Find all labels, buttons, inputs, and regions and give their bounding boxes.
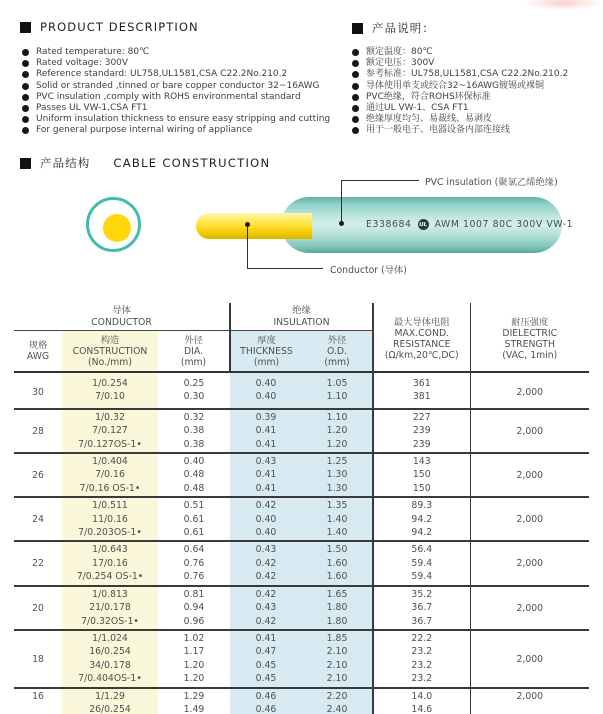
- conductor-callout-dot: [245, 222, 250, 227]
- resistance-cell: 56.4: [373, 541, 470, 556]
- thickness-cell: 0.43: [230, 541, 302, 556]
- list-item-text: For general purpose internal wiring of appliance: [36, 125, 253, 136]
- construction-cell: 7/0.127: [62, 424, 158, 437]
- bullet-icon: [352, 60, 359, 67]
- group-header-conductor: [14, 303, 230, 331]
- column-header-od: 外径 O.D. (mm): [302, 331, 373, 373]
- construction-cell: 7/0.10: [62, 390, 158, 408]
- bullet-icon: [22, 60, 29, 67]
- dia-cell: 1.29: [183, 690, 205, 702]
- group-header-insulation-zh: 绝缘: [292, 305, 311, 316]
- cable-construction-header: [20, 155, 270, 171]
- awg-cell: 22: [32, 558, 44, 570]
- table-row: [14, 372, 589, 390]
- dia-cell: 0.64: [183, 544, 205, 556]
- construction-cell: 26/0.254: [62, 703, 158, 714]
- construction-cell: 1/0.643: [62, 541, 158, 556]
- resistance-cell: 59.4: [373, 570, 470, 585]
- list-item: [22, 47, 330, 58]
- dia-cell: 1.20: [183, 659, 205, 671]
- resistance-cell: 361: [373, 372, 470, 390]
- awg-group-22: [14, 541, 589, 585]
- dia-cell: 1.02: [183, 632, 205, 644]
- resistance-cell: 14.0: [373, 688, 470, 703]
- dia-cell: 0.38: [183, 438, 205, 450]
- dia-cell: 0.61: [183, 527, 205, 539]
- construction-cell: 16/0.254: [62, 645, 158, 658]
- dielectric-cell: 2,000: [516, 469, 544, 481]
- list-item-text: 绝缘厚度均匀、易裁线、易剥皮: [366, 114, 493, 125]
- cable-conductor-rod: [196, 213, 312, 239]
- table-row: [14, 586, 589, 601]
- list-item: [22, 58, 330, 69]
- thickness-cell: 0.40: [230, 390, 302, 408]
- group-header-insulation-en: INSULATION: [273, 316, 330, 328]
- thickness-cell: 0.42: [230, 570, 302, 585]
- od-cell: 1.35: [302, 497, 373, 512]
- dia-cell: 0.40: [183, 456, 205, 468]
- list-item-text: 额定温度：80℃: [366, 47, 433, 57]
- group-header-conductor-zh: 导体: [112, 305, 131, 316]
- resistance-cell: 23.2: [373, 659, 470, 672]
- thickness-cell: 0.41: [230, 482, 302, 497]
- thickness-cell: 0.40: [230, 513, 302, 526]
- table-row: [14, 409, 589, 424]
- bullet-icon: [352, 94, 359, 101]
- dia-cell: 1.17: [183, 646, 205, 658]
- dia-cell: 0.61: [183, 513, 205, 525]
- list-item: [352, 81, 568, 92]
- conductor-callout-line-horizontal: [247, 268, 323, 269]
- od-cell: 1.30: [302, 482, 373, 497]
- construction-cell: 7/0.127OS-1•: [62, 438, 158, 453]
- conductor-callout-line-vertical: [247, 224, 248, 268]
- dia-cell: 0.25: [183, 378, 205, 389]
- construction-cell: 7/0.203OS-1•: [62, 526, 158, 541]
- resistance-cell: 94.2: [373, 513, 470, 526]
- pvc-callout-line-vertical: [341, 180, 342, 223]
- list-item-text: Passes UL VW-1,CSA FT1: [36, 103, 148, 114]
- list-item: [22, 103, 330, 114]
- group-header-conductor-en: CONDUCTOR: [91, 316, 152, 328]
- thickness-cell: 0.41: [230, 630, 302, 645]
- awg-cell: 28: [32, 425, 44, 437]
- dia-cell: 0.76: [183, 557, 205, 569]
- od-cell: 1.85: [302, 630, 373, 645]
- od-cell: 1.50: [302, 541, 373, 556]
- thickness-cell: 0.46: [230, 703, 302, 714]
- thickness-cell: 0.45: [230, 659, 302, 672]
- product-description-header-zh: [352, 20, 435, 36]
- dia-cell: 0.96: [183, 615, 205, 627]
- awg-cell: 24: [32, 514, 44, 526]
- resistance-cell: 36.7: [373, 601, 470, 614]
- cross-section-conductor-core: [103, 214, 131, 242]
- section-square-marker: [352, 23, 363, 34]
- od-cell: 2.10: [302, 659, 373, 672]
- resistance-cell: 89.3: [373, 497, 470, 512]
- thickness-cell: 0.46: [230, 688, 302, 703]
- resistance-cell: 143: [373, 453, 470, 468]
- construction-cell: 17/0.16: [62, 557, 158, 570]
- list-item: [22, 69, 330, 80]
- resistance-cell: 227: [373, 409, 470, 424]
- dia-cell: 0.48: [183, 469, 205, 481]
- list-item: [352, 58, 568, 69]
- construction-cell: 11/0.16: [62, 513, 158, 526]
- bullet-icon: [22, 83, 29, 90]
- ul-mark-icon: UL: [418, 219, 429, 230]
- thickness-cell: 0.40: [230, 526, 302, 541]
- group-header-insulation: [230, 303, 373, 331]
- dielectric-cell: 2,000: [516, 602, 544, 614]
- resistance-cell: 381: [373, 390, 470, 408]
- construction-cell: 21/0.178: [62, 601, 158, 614]
- od-cell: 1.10: [302, 390, 373, 408]
- list-item-text: Uniform insulation thickness to ensure easy stripping and cutting: [36, 114, 331, 125]
- list-item: [352, 103, 568, 114]
- resistance-cell: 14.6: [373, 703, 470, 714]
- list-item: [352, 47, 568, 58]
- awg-group-26: [14, 453, 589, 497]
- dielectric-cell: 2,000: [516, 558, 544, 570]
- specification-table-wrap: [14, 303, 589, 714]
- bullet-icon: [352, 116, 359, 123]
- thickness-cell: 0.39: [230, 409, 302, 424]
- section-square-marker: [20, 22, 31, 33]
- list-item: [22, 125, 330, 136]
- column-header-awg: 规格 AWG: [26, 340, 50, 362]
- awg-cell: 20: [32, 602, 44, 614]
- cable-print-marking: [366, 219, 573, 230]
- list-item-text: PVC insulation ,comply with ROHS environmental standard: [36, 91, 301, 102]
- dia-cell: 0.81: [183, 588, 205, 600]
- list-item: [352, 125, 568, 136]
- thickness-cell: 0.43: [230, 601, 302, 614]
- thickness-cell: 0.42: [230, 497, 302, 512]
- product-description-list-en: [22, 47, 330, 137]
- resistance-cell: 22.2: [373, 630, 470, 645]
- table-row: [14, 630, 589, 645]
- cable-print-cert-number: E338684: [366, 219, 412, 230]
- cable-construction-title-zh: 产品结构: [40, 156, 91, 170]
- list-item: [22, 92, 330, 103]
- od-cell: 1.10: [302, 409, 373, 424]
- construction-cell: 1/1.024: [62, 630, 158, 645]
- bullet-icon: [22, 127, 29, 134]
- resistance-cell: 23.2: [373, 672, 470, 687]
- list-item: [22, 114, 330, 125]
- awg-group-28: [14, 409, 589, 453]
- list-item-text: 通过UL VW-1、CSA FT1: [366, 103, 469, 114]
- od-cell: 1.20: [302, 438, 373, 453]
- dielectric-cell: 2,000: [516, 425, 544, 437]
- construction-cell: 1/1.29: [62, 688, 158, 703]
- list-item-text: 用于一般电子、电器设备内部连接线: [366, 125, 511, 136]
- awg-group-30: [14, 372, 589, 409]
- bullet-icon: [22, 71, 29, 78]
- column-header-thickness: 厚度 THICKNESS (mm): [230, 331, 302, 373]
- awg-cell: 16: [32, 690, 44, 702]
- thickness-cell: 0.41: [230, 468, 302, 481]
- list-item-text: Rated voltage: 300V: [36, 58, 129, 69]
- product-description-title-en: PRODUCT DESCRIPTION: [40, 20, 199, 34]
- bullet-icon: [22, 94, 29, 101]
- product-description-list-zh: [352, 47, 568, 137]
- dia-cell: 0.48: [183, 482, 205, 494]
- awg-group-20: [14, 586, 589, 630]
- od-cell: 2.10: [302, 672, 373, 687]
- construction-cell: 7/0.16 OS-1•: [62, 482, 158, 497]
- dia-cell: 0.32: [183, 411, 205, 423]
- thickness-cell: 0.41: [230, 438, 302, 453]
- od-cell: 2.10: [302, 645, 373, 658]
- od-cell: 1.80: [302, 615, 373, 630]
- construction-cell: 7/0.32OS-1•: [62, 615, 158, 630]
- thickness-cell: 0.40: [230, 372, 302, 390]
- od-cell: 1.65: [302, 586, 373, 601]
- cable-construction-title-en: CABLE CONSTRUCTION: [113, 156, 271, 170]
- dia-cell: 0.51: [183, 500, 205, 512]
- dia-cell: 0.30: [183, 391, 205, 403]
- dielectric-cell: 2,000: [516, 514, 544, 526]
- list-item: [352, 69, 568, 80]
- awg-group-24: [14, 497, 589, 541]
- column-header-dielectric: 耐压强度 DIELECTRIC STRENGTH (VAC, 1min): [502, 316, 558, 361]
- od-cell: 2.20: [302, 688, 373, 703]
- table-row: [14, 541, 589, 556]
- product-description-title-zh: 产品说明：: [372, 21, 435, 35]
- od-cell: 1.25: [302, 453, 373, 468]
- list-item-text: Rated temperature: 80℃: [36, 47, 150, 57]
- list-item: [352, 114, 568, 125]
- od-cell: 1.60: [302, 557, 373, 570]
- bullet-icon: [352, 49, 359, 56]
- resistance-cell: 150: [373, 468, 470, 481]
- corner-logo-remnant: [523, 0, 603, 10]
- od-cell: 1.20: [302, 424, 373, 437]
- bullet-icon: [22, 105, 29, 112]
- resistance-cell: 35.2: [373, 586, 470, 601]
- awg-cell: 18: [32, 653, 44, 665]
- bullet-icon: [352, 105, 359, 112]
- dielectric-cell: 2,000: [516, 386, 544, 398]
- awg-group-18: [14, 630, 589, 688]
- dia-cell: 1.49: [183, 703, 205, 714]
- od-cell: 2.40: [302, 703, 373, 714]
- construction-cell: 7/0.254 OS-1•: [62, 570, 158, 585]
- od-cell: 1.05: [302, 372, 373, 390]
- thickness-cell: 0.42: [230, 615, 302, 630]
- construction-cell: 1/0.511: [62, 497, 158, 512]
- resistance-cell: 94.2: [373, 526, 470, 541]
- pvc-insulation-label: PVC insulation (聚氯乙烯绝缘): [425, 177, 558, 188]
- dia-cell: 0.38: [183, 425, 205, 437]
- awg-group-16: [14, 688, 589, 714]
- od-cell: 1.40: [302, 526, 373, 541]
- od-cell: 1.60: [302, 570, 373, 585]
- dia-cell: 1.20: [183, 673, 205, 685]
- column-header-dia: 外径 DIA. (mm): [158, 331, 230, 373]
- resistance-cell: 239: [373, 424, 470, 437]
- bullet-icon: [352, 83, 359, 90]
- pvc-callout-dot: [339, 221, 344, 226]
- dielectric-cell: 2,000: [516, 690, 544, 702]
- bullet-icon: [22, 116, 29, 123]
- product-description-header-en: [20, 20, 199, 34]
- list-item-text: Solid or stranded ,tinned or bare copper conductor 32~16AWG: [36, 80, 320, 91]
- resistance-cell: 36.7: [373, 615, 470, 630]
- resistance-cell: 59.4: [373, 557, 470, 570]
- od-cell: 1.40: [302, 513, 373, 526]
- bullet-icon: [352, 127, 359, 134]
- list-item-text: 导体使用单支或绞合32~16AWG镀锡或裸铜: [366, 80, 544, 91]
- table-row: [14, 497, 589, 512]
- pvc-callout-line-horizontal: [341, 180, 419, 181]
- bullet-icon: [352, 71, 359, 78]
- column-header-construction: 构造 CONSTRUCTION (No./mm): [62, 331, 158, 373]
- resistance-cell: 23.2: [373, 645, 470, 658]
- cable-cross-section: [86, 197, 141, 252]
- thickness-cell: 0.41: [230, 424, 302, 437]
- construction-cell: 1/0.254: [62, 372, 158, 390]
- construction-cell: 1/0.32: [62, 409, 158, 424]
- thickness-cell: 0.47: [230, 645, 302, 658]
- awg-cell: 26: [32, 469, 44, 481]
- list-item-text: Reference standard: UL758,UL1581,CSA C22.2No.210.2: [36, 69, 288, 80]
- od-cell: 1.30: [302, 468, 373, 481]
- column-header-resistance: 最大导体电阻 MAX.COND. RESISTANCE (Ω/km,20℃,DC): [373, 303, 470, 372]
- resistance-cell: 239: [373, 438, 470, 453]
- list-item-text: 参考标准：UL758,UL1581,CSA C22.2No.210.2: [366, 69, 569, 80]
- list-item: [22, 81, 330, 92]
- construction-cell: 7/0.404OS-1•: [62, 672, 158, 687]
- thickness-cell: 0.43: [230, 453, 302, 468]
- bullet-icon: [22, 49, 29, 56]
- construction-cell: 1/0.813: [62, 586, 158, 601]
- dia-cell: 0.76: [183, 571, 205, 583]
- specification-table: [14, 303, 589, 714]
- construction-cell: 1/0.404: [62, 453, 158, 468]
- thickness-cell: 0.42: [230, 586, 302, 601]
- dia-cell: 0.94: [183, 602, 205, 614]
- section-square-marker: [20, 158, 31, 169]
- dielectric-cell: 2,000: [516, 653, 544, 665]
- cable-print-spec: AWM 1007 80C 300V VW-1: [434, 219, 574, 230]
- list-item: [352, 92, 568, 103]
- construction-cell: 7/0.16: [62, 468, 158, 481]
- list-item-text: 额定电压：300V: [366, 58, 435, 69]
- list-item-text: PVC绝缘，符合ROHS环保标准: [366, 91, 491, 102]
- od-cell: 1.80: [302, 601, 373, 614]
- awg-cell: 30: [32, 386, 44, 398]
- conductor-label: Conductor (导体): [330, 265, 407, 276]
- table-row: [14, 453, 589, 468]
- thickness-cell: 0.42: [230, 557, 302, 570]
- construction-cell: 34/0.178: [62, 659, 158, 672]
- resistance-cell: 150: [373, 482, 470, 497]
- thickness-cell: 0.45: [230, 672, 302, 687]
- table-row: [14, 688, 589, 703]
